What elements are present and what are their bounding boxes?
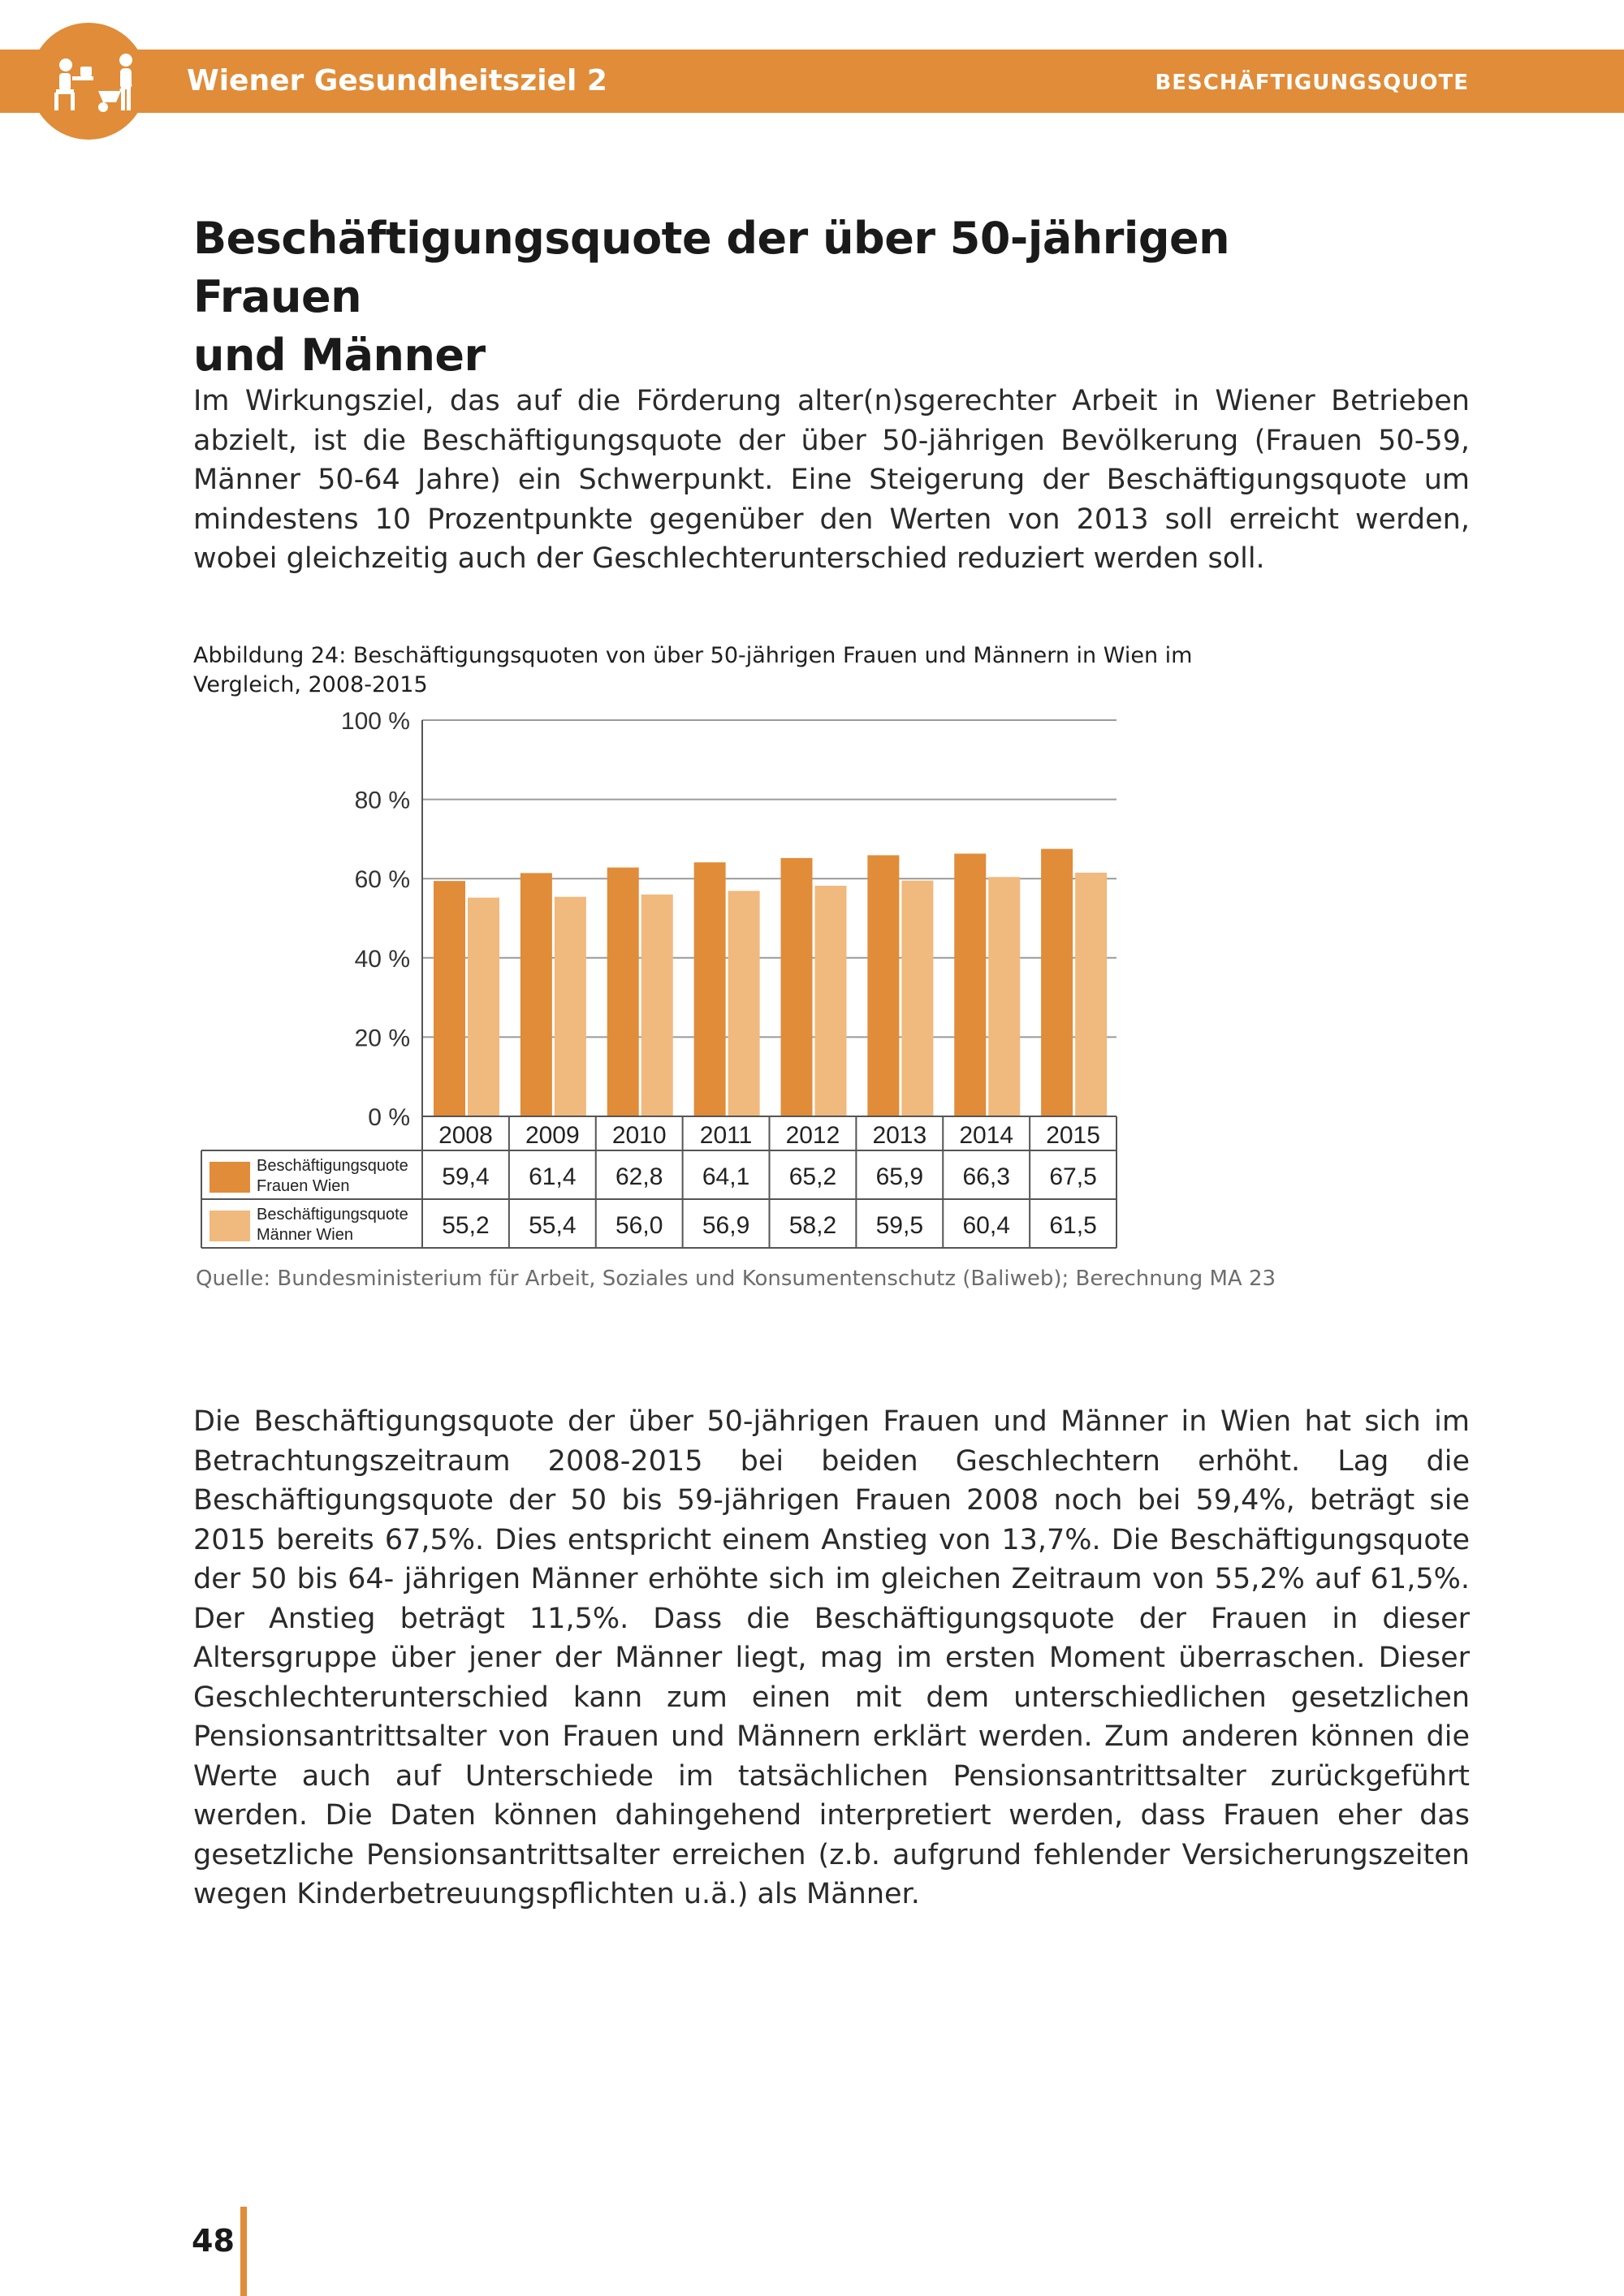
intro-paragraph: Im Wirkungsziel, das auf die Förderung alter(n)sgerechter Arbeit in Wiener Betrieben abzielt, ist die Beschäftigungsquote der über 50-jährigen Bevölkerung (Frauen 50-59, Männer 50-64 Jahre) ein Schwerpunkt. Eine Steigerung der Beschäftigungsquote um mindestens 10 Prozentpunkte gegenüber den Werten von 2013 soll erreicht werden, wobei gleichzeitig auch der Geschlechterunterschied reduziert werden soll. — [193, 385, 1470, 575]
x-tick-label: 2014 — [959, 1122, 1014, 1149]
bar — [954, 853, 986, 1116]
legend-label: Beschäftigungsquote — [257, 1157, 408, 1175]
y-tick-label: 0 % — [368, 1104, 410, 1131]
legend-swatch — [209, 1162, 250, 1193]
x-tick-label: 2009 — [525, 1122, 580, 1149]
bar — [815, 886, 847, 1116]
data-label: 67,5 — [1049, 1163, 1097, 1190]
bar — [1041, 849, 1073, 1116]
y-tick-label: 100 % — [340, 708, 410, 735]
x-tick-label: 2011 — [699, 1122, 753, 1149]
figure-caption-line-1: Abbildung 24: Beschäftigungsquoten von über 50-jährigen Frauen und Männern in Wien im — [193, 643, 1193, 668]
data-label: 65,9 — [875, 1163, 924, 1190]
bar — [520, 873, 552, 1116]
bar — [641, 895, 673, 1116]
bar — [1075, 873, 1107, 1116]
data-label: 64,1 — [702, 1163, 750, 1190]
bar — [694, 862, 726, 1116]
data-label: 59,4 — [442, 1163, 490, 1190]
bar — [728, 891, 760, 1116]
figure-caption-line-2: Vergleich, 2008-2015 — [193, 672, 428, 697]
bar — [434, 881, 465, 1116]
legend-label: Frauen Wien — [257, 1177, 350, 1195]
data-label: 66,3 — [962, 1163, 1010, 1190]
data-label: 59,5 — [875, 1212, 924, 1239]
footer-accent-bar — [240, 2207, 247, 2296]
data-label: 56,0 — [615, 1212, 663, 1239]
data-label: 58,2 — [788, 1212, 837, 1239]
x-tick-label: 2012 — [785, 1122, 840, 1149]
bar — [781, 858, 813, 1116]
header-section-label: BESCHÄFTIGUNGSQUOTE — [1155, 71, 1469, 95]
data-label: 65,2 — [788, 1163, 837, 1190]
bar — [901, 881, 933, 1116]
page-title-line-1: Beschäftigungsquote der über 50-jährigen Frauen — [193, 213, 1230, 322]
data-label: 61,4 — [529, 1163, 577, 1190]
y-tick-label: 80 % — [354, 787, 410, 814]
data-label: 55,4 — [529, 1212, 577, 1239]
page-number: 48 — [192, 2223, 235, 2259]
legend-label: Beschäftigungsquote — [257, 1206, 408, 1224]
bar — [867, 855, 899, 1116]
data-label: 55,2 — [442, 1212, 490, 1239]
data-label: 62,8 — [615, 1163, 663, 1190]
y-tick-label: 20 % — [354, 1025, 410, 1052]
y-tick-label: 60 % — [354, 866, 410, 894]
x-tick-label: 2008 — [438, 1122, 493, 1149]
page-title-line-2: und Männer — [193, 330, 486, 381]
header-title: Wiener Gesundheitsziel 2 — [187, 64, 607, 97]
discussion-paragraph: Die Beschäftigungsquote der über 50-jährigen Frauen und Männer in Wien hat sich im Betrachtungszeitraum 2008-2015 bei beiden Geschlechtern erhöht. Lag die Beschäftigungsquote der 50 bis 59-jährigen Frauen 2008 noch bei 59,4%, beträgt sie 2015 bereits 67,5%. Dies entspricht einem Anstieg von 13,7%. Die Beschäftigungsquote der 50 bis 64- jährigen Männer erhöhte sich im gleichen Zeitraum von 55,2% auf 61,5%. Der Anstieg beträgt 11,5%. Dass die Beschäftigungsquote der Frauen in dieser Altersgruppe über jener der Männer liegt, mag im ersten Moment überraschen. Dieser Geschlechterunterschied kann zum einen mit dem unterschiedlichen gesetzlichen Pensionsantrittsalter von Frauen und Männern erklärt werden. Zum anderen können die Werte auch auf Unterschiede im tatsächlichen Pensionsantrittsalter zurückgeführt werden. Die Daten können dahingehend interpretiert werden, dass Frauen eher das gesetzliche Pensionsantrittsalter erreichen (z.b. aufgrund fehlender Versicherungszeiten wegen Kinderbetreuungspflichten u.ä.) als Männer. — [193, 1405, 1470, 1910]
legend-swatch — [209, 1211, 250, 1241]
bar — [607, 868, 639, 1116]
y-tick-label: 40 % — [354, 945, 410, 973]
x-tick-label: 2010 — [611, 1122, 667, 1149]
x-tick-label: 2015 — [1046, 1122, 1100, 1149]
data-label: 61,5 — [1049, 1212, 1097, 1239]
bar — [988, 877, 1020, 1116]
x-tick-label: 2013 — [872, 1122, 927, 1149]
legend-label: Männer Wien — [257, 1226, 353, 1244]
bar — [555, 897, 586, 1116]
data-label: 56,9 — [702, 1212, 750, 1239]
data-label: 60,4 — [962, 1212, 1010, 1239]
bar — [468, 898, 499, 1116]
figure-source: Quelle: Bundesministerium für Arbeit, Soziales und Konsumentenschutz (Baliweb); Berechnung MA 23 — [196, 1267, 1276, 1291]
